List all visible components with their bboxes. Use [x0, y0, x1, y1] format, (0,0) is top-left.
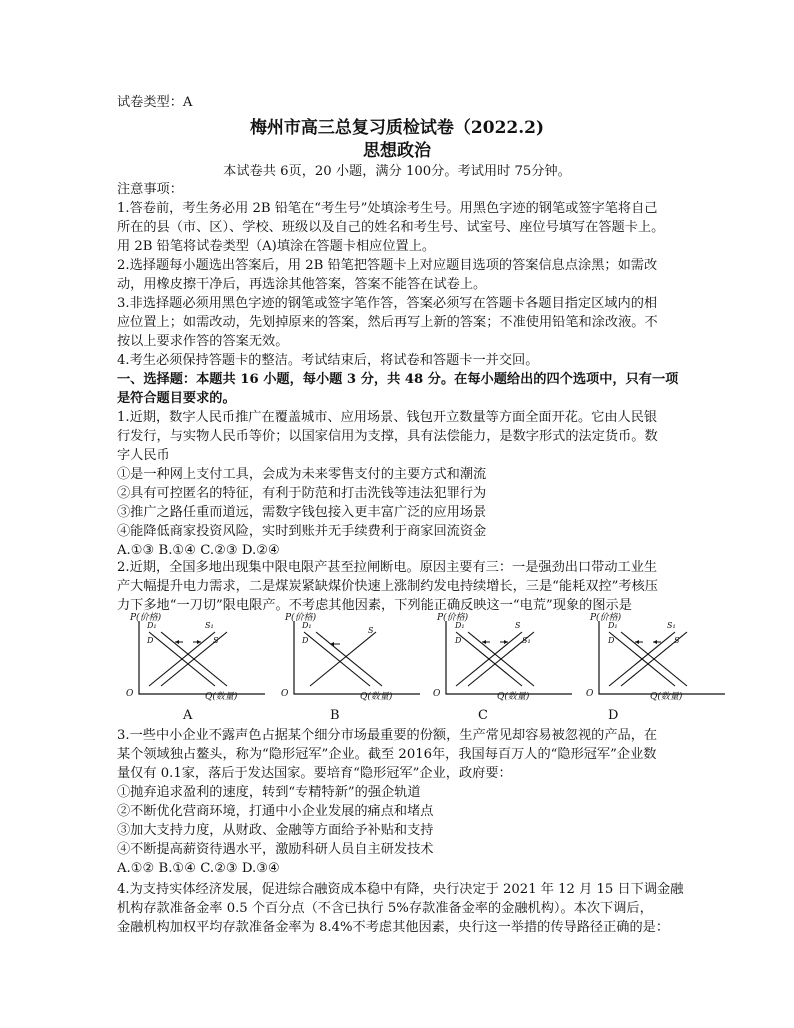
graph-d-curve: S	[674, 636, 680, 645]
notes-heading: 注意事项：	[117, 182, 183, 197]
graph-a-curve: S₁	[205, 621, 214, 630]
section-heading: 一、选择题：本题共 16 小题，每小题 3 分，共 48 分。在每小题给出的四个选项中，只有一项	[117, 372, 679, 387]
graph-d-origin: O	[586, 689, 594, 699]
graph-a-label: A	[183, 708, 193, 723]
note-line: 用 2B 铅笔将试卷类型（A)填涂在答题卡相应位置上。	[117, 239, 436, 254]
graph-a-y-axis: P(价格)	[130, 613, 162, 623]
note-line: 4.考生必须保持答题卡的整洁。考试结束后，将试卷和答题卡一并交回。	[117, 353, 539, 368]
q3-stem: 3.一些中小企业不露声色占据某个细分市场最重要的份额，生产常见却容易被忽视的产品，在	[117, 728, 658, 743]
graph-d-curve: D	[608, 636, 615, 645]
q4-stem: 4.为支持实体经济发展，促进综合融资成本稳中有降，央行决定于 2021 年 12 月 15 日下调金融	[117, 882, 684, 897]
graph-d-x-axis: Q(数量)	[650, 692, 683, 702]
graph-b-label: B	[330, 708, 340, 723]
graph-c-curve: D	[455, 636, 462, 645]
graph-c-y-axis: P(价格)	[437, 613, 469, 623]
exam-title: 梅州市高三总复习质检试卷（2022.2)	[249, 118, 545, 138]
q3-options: A.①② B.①④ C.②③ D.③④	[117, 861, 280, 876]
graph-d-curve: D₁	[608, 621, 618, 630]
graph-c-curve: S₁	[522, 636, 531, 645]
q2-stem: 产大幅提升电力需求，二是煤炭紧缺煤价快速上涨制约发电持续增长，三是“能耗双控”考核压	[117, 579, 658, 594]
q2-stem: 2.近期，全国多地出现集中限电限产甚至拉闸断电。原因主要有三：一是强劲出口带动工业生	[117, 560, 658, 575]
graph-b-curve: D	[302, 636, 309, 645]
note-line: 3.非选择题必须用黑色字迹的钢笔或签字笔作答，答案必须写在答题卡各题目指定区域内的相	[117, 296, 658, 311]
paper-type: 试卷类型：A	[117, 95, 193, 110]
section-heading-cont: 是符合题目要求的。	[117, 391, 236, 406]
q1-item: ②具有可控匿名的特征，有利于防范和打击洗钱等违法犯罪行为	[117, 486, 487, 501]
graph-a-x-axis: Q(数量)	[205, 692, 238, 702]
q1-item: ①是一种网上支付工具，会成为未来零售支付的主要方式和潮流	[117, 467, 487, 482]
q1-item: ③推广之路任重而道远，需数字钱包接入更丰富广泛的应用场景	[117, 505, 487, 520]
q1-options: A.①③ B.①④ C.②③ D.②④	[117, 543, 280, 558]
q1-stem: 字人民币	[117, 448, 170, 463]
graph-c-origin: O	[433, 689, 441, 699]
note-line: 所在的县（市、区）、学校、班级以及自己的姓名和考生号、试室号、座位号填写在答题卡上。	[117, 220, 665, 235]
graph-a-curve: S	[213, 636, 219, 645]
exam-info: 本试卷共 6页，20 小题，满分 100分。考试用时 75分钟。	[223, 164, 571, 179]
graph-d-curve: S₁	[667, 621, 676, 630]
q1-stem: 行发行，与实物人民币等价；以国家信用为支撑，具有法偿能力，是数字形式的法定货币。数	[117, 429, 658, 444]
q1-stem: 1.近期，数字人民币推广在覆盖城市、应用场景、钱包开立数量等方面全面开花。它由人民银	[117, 410, 658, 425]
q3-item: ③加大支持力度，从财政、金融等方面给予补贴和支持	[117, 823, 434, 838]
q1-item: ④能降低商家投资风险，实时到账并无手续费利于商家回流资金	[117, 524, 487, 539]
subject-title: 思想政治	[363, 141, 431, 161]
q4-stem: 金融机构加权平均存款准备金率为 8.4%不考虑其他因素，央行这一举措的传导路径正确的是：	[117, 920, 670, 935]
graph-c-curve: D₁	[455, 621, 465, 630]
q3-stem: 量仅有 0.1家，落后于发达国家。要培育“隐形冠军”企业，政府要：	[117, 766, 512, 781]
graph-a-curve: D	[147, 636, 154, 645]
note-line: 1.答卷前，考生务必用 2B 铅笔在“考生号”处填涂考生号。用黑色字迹的钢笔或签字笔将自己	[117, 201, 658, 216]
graph-c-label: C	[478, 708, 488, 723]
graph-b-origin: O	[281, 689, 289, 699]
note-line: 2.选择题每小题选出答案后，用 2B 铅笔把答题卡上对应题目选项的答案信息点涂黑；如需改	[117, 258, 658, 273]
q3-item: ④不断提高薪资待遇水平，激励科研人员自主研发技术	[117, 842, 434, 857]
q3-item: ①抛弃追求盈利的速度，转到“专精特新”的强企轨道	[117, 785, 421, 800]
graph-d-y-axis: P(价格)	[590, 613, 622, 623]
graph-b-curve: D₁	[302, 621, 312, 630]
graph-a-origin: O	[126, 689, 134, 699]
note-line: 按以上要求作答的答案无效。	[117, 334, 289, 349]
graph-c-curve: S	[515, 621, 521, 630]
q2-stem: 力下多地“一刀切”限电限产。不考虑其他因素，下列能正确反映这一“电荒”现象的图示是	[117, 598, 632, 613]
q3-stem: 某个领域独占鳌头，称为“隐形冠军”企业。截至 2016年，我国每百万人的“隐形冠军”企业数	[117, 747, 657, 762]
note-line: 应位置上；如需改动，先划掉原来的答案，然后再写上新的答案；不准使用铅笔和涂改液。不	[117, 315, 658, 330]
graph-b-y-axis: P(价格)	[285, 613, 317, 623]
graph-b-x-axis: Q(数量)	[360, 692, 393, 702]
note-line: 动，用橡皮擦干净后，再选涂其他答案，答案不能答在试卷上。	[117, 277, 487, 292]
graph-c-x-axis: Q(数量)	[497, 692, 530, 702]
graph-d-label: D	[608, 708, 619, 723]
graph-b-curve: S	[368, 626, 374, 635]
q4-stem: 机构存款准备金率 0.5 个百分点（不含已执行 5%存款准备金率的金融机构）。本次下调后，	[117, 901, 653, 916]
q3-item: ②不断优化营商环境，打通中小企业发展的痛点和堵点	[117, 804, 434, 819]
graph-a-curve: D₁	[147, 621, 157, 630]
